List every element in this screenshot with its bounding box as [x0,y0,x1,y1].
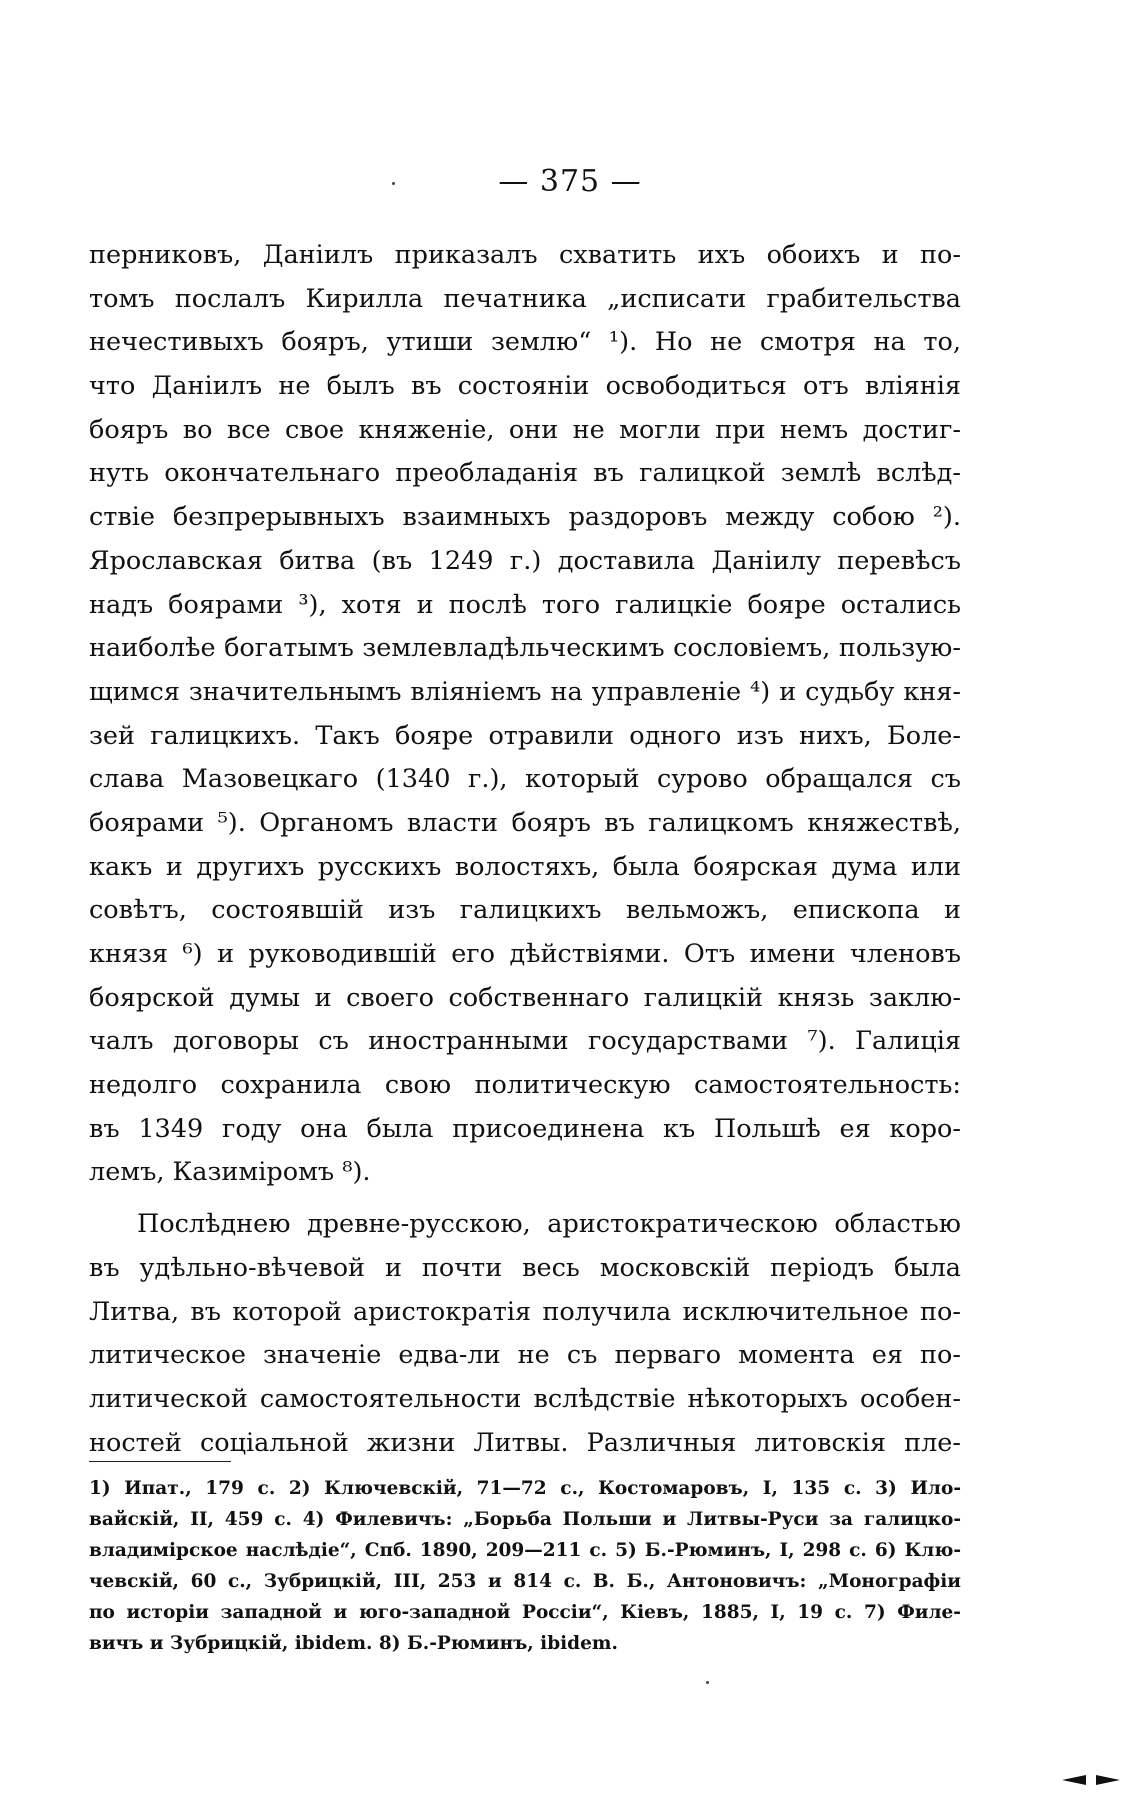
page-number: — 375 — [498,164,642,199]
text-line: въ 1349 году она была присоединена къ Польшѣ ея коро- [89,1113,961,1144]
text-line: наиболѣе богатымъ землевладѣльческимъ сословіемъ, пользую- [89,633,961,664]
footnote-line: по исторіи западной и юго-западной Россіи“, Кіевъ, 1885, I, 19 с. 7) Филе- [89,1602,961,1623]
footnote-divider [89,1461,231,1462]
footnote-line: чевскій, 60 с., Зубрицкій, III, 253 и 814 с. В. Б., Антоновичъ: „Монографіи [89,1571,961,1592]
text-line: что Даніилъ не былъ въ состояніи освободиться отъ вліянія [89,371,961,402]
text-line: Ярославская битва (въ 1249 г.) доставила Даніилу перевѣсъ [89,545,961,576]
text-line: какъ и другихъ русскихъ волостяхъ, была боярская дума или [89,851,961,882]
text-line: зей галицкихъ. Такъ бояре отравили одного изъ нихъ, Боле- [89,720,961,751]
text-line: томъ послалъ Кирилла печатника „исписати грабительства [89,283,961,314]
print-speck [392,182,395,185]
paragraph-end-line: лемъ, Казиміромъ ⁸). [89,1157,371,1188]
body-text [89,234,961,1465]
text-line: боярами ⁵). Органомъ власти бояръ въ галицкомъ княжествѣ, [89,807,961,838]
text-line: ностей соціальной жизни Литвы. Различныя литовскія пле- [89,1427,961,1458]
print-speck [706,1681,709,1684]
footnotes [89,1473,961,1659]
footnote-line: вичъ и Зубрицкій, ibidem. 8) Б.-Рюминъ, ibidem. [89,1633,618,1654]
text-line: недолго сохранила свою политическую самостоятельность: [89,1070,961,1101]
text-line: князя ⁶) и руководившій его дѣйствіями. Отъ имени членовъ [89,939,961,969]
footnote-line: владимірское наслѣдіе“, Спб. 1890, 209—211 с. 5) Б.-Рюминъ, I, 298 с. 6) Клю- [89,1540,961,1561]
text-line: щимся значительнымъ вліяніемъ на управленіе ⁴) и судьбу кня- [89,676,961,707]
text-line: въ удѣльно-вѣчевой и почти весь московскій періодъ была [89,1252,961,1283]
text-line: нуть окончательнаго преобладанія въ галицкой землѣ вслѣд- [89,458,961,489]
text-line: перниковъ, Даніилъ приказалъ схватить ихъ обоихъ и по- [89,240,961,270]
text-line: литическое значеніе едва-ли не съ перваго момента ея по- [89,1340,961,1371]
text-line: совѣтъ, состоявшій изъ галицкихъ вельможъ, епископа и [89,895,961,926]
text-line: литической самостоятельности вслѣдствіе нѣкоторыхъ особен- [89,1383,961,1414]
text-line: нечестивыхъ бояръ, утиши землю“ ¹). Но не смотря на то, [89,327,961,358]
text-line: слава Мазовецкаго (1340 г.), который сурово обращался съ [89,764,961,795]
text-line: Литва, въ которой аристократія получила исключительное по- [89,1296,961,1327]
printer-mark-icon [1062,1773,1132,1787]
text-line: чалъ договоры съ иностранными государствами ⁷). Галиція [89,1026,961,1057]
paragraph-start-line: Послѣднею древне-русскою, аристократическою областью [137,1209,961,1240]
footnote-line: 1) Ипат., 179 с. 2) Ключевскій, 71—72 с., Костомаровъ, I, 135 с. 3) Ило- [89,1478,961,1499]
text-line: боярской думы и своего собственнаго галицкій князь заклю- [89,982,961,1013]
footnote-line: вайскій, II, 459 с. 4) Филевичъ: „Борьба Польши и Литвы-Руси за галицко- [89,1509,961,1530]
text-line: бояръ во все свое княженіе, они не могли при немъ достиг- [89,414,961,445]
text-line: надъ боярами ³), хотя и послѣ того галицкіе бояре остались [89,589,961,620]
text-line: ствіе безпрерывныхъ взаимныхъ раздоровъ между собою ²). [89,502,961,533]
